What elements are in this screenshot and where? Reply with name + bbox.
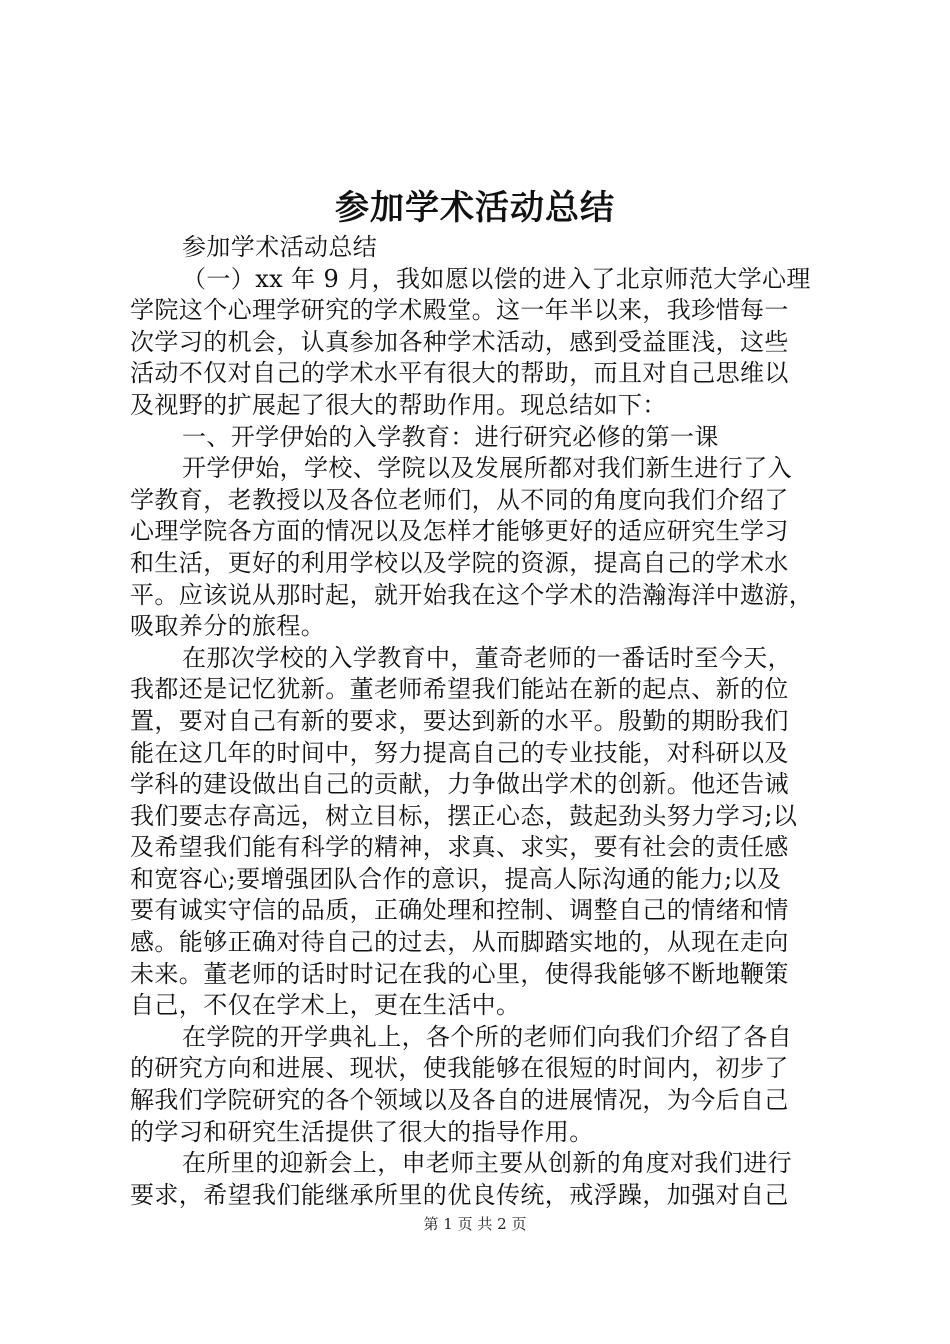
text-line: 活动不仅对自己的学术水平有很大的帮助，而且对自己思维以 xyxy=(130,359,789,388)
page-footer: 第 1 页 共 2 页 xyxy=(423,1215,527,1233)
text-line: 及视野的扩展起了很大的帮助作用。现总结如下： xyxy=(130,390,667,419)
text-line: 学院这个心理学研究的学术殿堂。这一年半以来，我珍惜每一 xyxy=(130,296,789,325)
text-line: 心理学院各方面的情况以及怎样才能够更好的适应研究生学习 xyxy=(130,517,789,546)
text-line: （一）xx 年 9 月，我如愿以偿的进入了北京师范大学心理 xyxy=(182,264,811,293)
document-body xyxy=(130,232,830,1211)
text-line: 及希望我们能有科学的精神，求真、求实，要有社会的责任感 xyxy=(130,833,789,862)
text-line: 一、开学伊始的入学教育：进行研究必修的第一课 xyxy=(182,422,719,451)
text-line: 的学习和研究生活提供了很大的指导作用。 xyxy=(130,1117,594,1146)
text-line: 次学习的机会，认真参加各种学术活动，感到受益匪浅，这些 xyxy=(130,327,789,356)
text-line: 在学院的开学典礼上，各个所的老师们向我们介绍了各自 xyxy=(182,1022,792,1051)
text-line: 开学伊始，学校、学院以及发展所都对我们新生进行了入 xyxy=(182,454,792,483)
text-line: 平。应该说从那时起，就开始我在这个学术的浩瀚海洋中遨游， xyxy=(130,580,814,609)
text-line: 在所里的迎新会上，申老师主要从创新的角度对我们进行 xyxy=(182,1149,792,1178)
text-line: 未来。董老师的话时时记在我的心里，使得我能够不断地鞭策 xyxy=(130,959,789,988)
text-line: 和宽容心;要增强团队合作的意识，提高人际沟通的能力;以及 xyxy=(130,864,782,893)
text-line: 参加学术活动总结 xyxy=(182,233,378,261)
text-line: 能在这几年的时间中，努力提高自己的专业技能，对科研以及 xyxy=(130,738,789,767)
text-line: 要求，希望我们能继承所里的优良传统，戒浮躁，加强对自己 xyxy=(130,1180,789,1209)
text-line: 和生活，更好的利用学校以及学院的资源，提高自己的学术水 xyxy=(130,548,789,577)
text-line: 解我们学院研究的各个领域以及各自的进展情况，为今后自己 xyxy=(130,1086,789,1115)
text-line: 吸取养分的旅程。 xyxy=(130,612,326,641)
text-line: 要有诚实守信的品质，正确处理和控制、调整自己的情绪和情 xyxy=(130,896,789,925)
text-line: 在那次学校的入学教育中，董奇老师的一番话时至今天， xyxy=(182,643,792,672)
page-title: 参加学术活动总结 xyxy=(335,188,615,228)
text-line: 置，要对自己有新的要求，要达到新的水平。殷勤的期盼我们 xyxy=(130,706,789,735)
text-line: 自己，不仅在学术上，更在生活中。 xyxy=(130,991,521,1020)
text-line: 我们要志存高远，树立目标，摆正心态，鼓起劲头努力学习;以 xyxy=(130,801,798,830)
text-line: 感。能够正确对待自己的过去，从而脚踏实地的，从现在走向 xyxy=(130,928,789,957)
text-line: 学科的建设做出自己的贡献，力争做出学术的创新。他还告诫 xyxy=(130,770,789,799)
text-line: 学教育，老教授以及各位老师们，从不同的角度向我们介绍了 xyxy=(130,485,789,514)
text-line: 我都还是记忆犹新。董老师希望我们能站在新的起点、新的位 xyxy=(130,675,789,704)
text-line: 的研究方向和进展、现状，使我能够在很短的时间内，初步了 xyxy=(130,1054,789,1083)
